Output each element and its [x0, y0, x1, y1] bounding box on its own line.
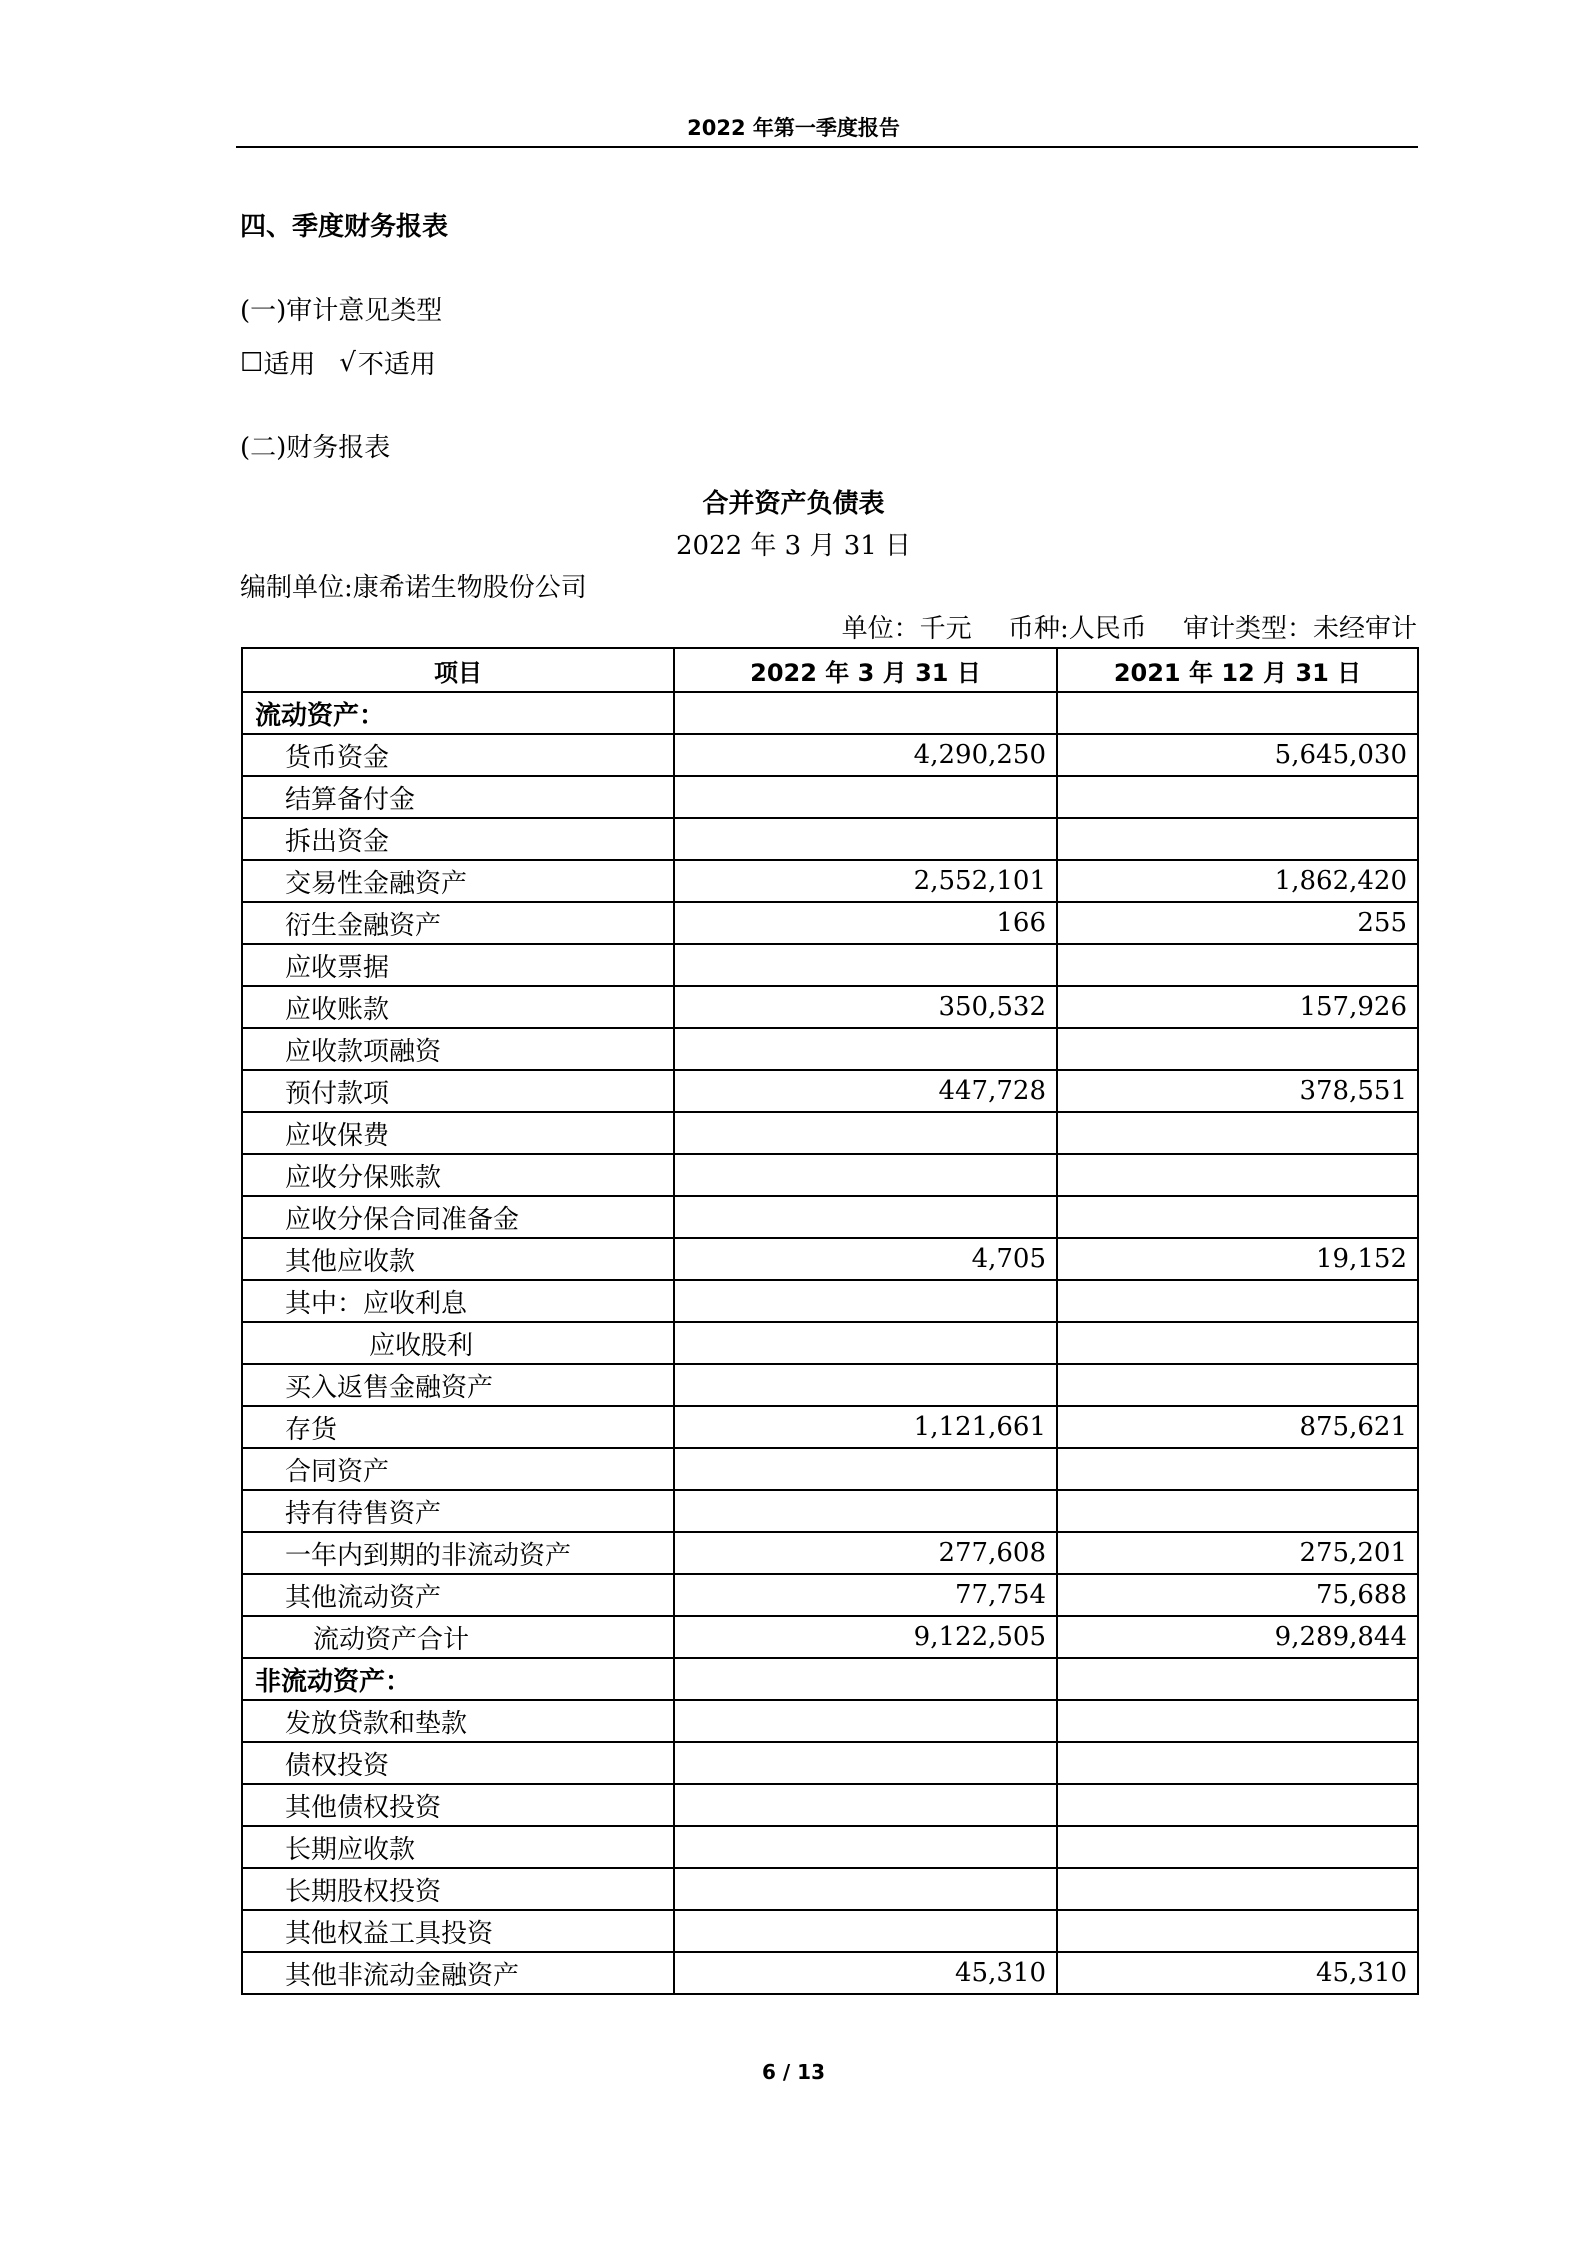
- statement-title: 合并资产负债表: [702, 489, 885, 519]
- value-prior: [1057, 1448, 1418, 1490]
- value-prior: [1057, 1910, 1418, 1952]
- value-prior: [1057, 1742, 1418, 1784]
- table-row: [242, 1448, 1418, 1490]
- row-label: 长期股权投资: [242, 1868, 674, 1910]
- row-label: 预付款项: [242, 1070, 674, 1112]
- row-label: 持有待售资产: [242, 1490, 674, 1532]
- value-current: [674, 1490, 1057, 1532]
- value-prior: 75,688: [1057, 1574, 1418, 1616]
- value-current: [674, 1784, 1057, 1826]
- audit-opinion-label: (一)审计意见类型: [240, 296, 443, 326]
- balance-sheet-body: [242, 692, 1418, 1994]
- value-current: [674, 1028, 1057, 1070]
- row-label: 其他非流动金融资产: [242, 1952, 674, 1994]
- table-row: [242, 1238, 1418, 1280]
- table-row: [242, 1406, 1418, 1448]
- value-current: [674, 1196, 1057, 1238]
- value-current: [674, 944, 1057, 986]
- table-row: [242, 1112, 1418, 1154]
- value-current: [674, 1154, 1057, 1196]
- audit-type-label: 审计类型：未经审计: [1182, 614, 1417, 644]
- audit-opinion-options: [240, 344, 436, 381]
- section-row: [242, 692, 1418, 734]
- table-row: [242, 1910, 1418, 1952]
- value-prior: 157,926: [1057, 986, 1418, 1028]
- value-prior: [1057, 1364, 1418, 1406]
- row-label: 合同资产: [242, 1448, 674, 1490]
- value-prior: [1057, 1196, 1418, 1238]
- row-label: 应收款项融资: [242, 1028, 674, 1070]
- value-prior: 45,310: [1057, 1952, 1418, 1994]
- unit-label: 单位：千元: [841, 614, 972, 644]
- report-header-title: 2022 年第一季度报告: [687, 116, 900, 140]
- table-row: [242, 1868, 1418, 1910]
- value-current: [674, 1112, 1057, 1154]
- row-label: 货币资金: [242, 734, 674, 776]
- table-row: [242, 944, 1418, 986]
- row-label: 应收股利: [242, 1322, 674, 1364]
- row-label: 其他权益工具投资: [242, 1910, 674, 1952]
- checkbox-unchecked-icon: ☐: [240, 347, 264, 378]
- currency-label: 币种:人民币: [1007, 614, 1147, 644]
- value-current: 1,121,661: [674, 1406, 1057, 1448]
- table-row: [242, 1532, 1418, 1574]
- value-prior: [1057, 818, 1418, 860]
- financial-statements-label: (二)财务报表: [240, 433, 391, 463]
- value-current: 4,290,250: [674, 734, 1057, 776]
- value-prior: [1057, 1322, 1418, 1364]
- value-prior: [1057, 1154, 1418, 1196]
- unit-currency-line: [842, 608, 1417, 645]
- row-label: 发放贷款和垫款: [242, 1700, 674, 1742]
- value-prior: 5,645,030: [1057, 734, 1418, 776]
- value-current: 77,754: [674, 1574, 1057, 1616]
- table-row: [242, 1028, 1418, 1070]
- table-row: [242, 1196, 1418, 1238]
- value-prior: 1,862,420: [1057, 860, 1418, 902]
- table-row: [242, 1826, 1418, 1868]
- page-number: 6 / 13: [762, 2060, 825, 2084]
- value-prior: 9,289,844: [1057, 1616, 1418, 1658]
- value-current: [674, 1364, 1057, 1406]
- table-row: [242, 986, 1418, 1028]
- value-prior: 255: [1057, 902, 1418, 944]
- value-prior: [1057, 1868, 1418, 1910]
- value-current: [674, 1700, 1057, 1742]
- value-prior: 275,201: [1057, 1532, 1418, 1574]
- value-current: 2,552,101: [674, 860, 1057, 902]
- row-label: 一年内到期的非流动资产: [242, 1532, 674, 1574]
- value-current: [674, 1322, 1057, 1364]
- row-label: 非流动资产：: [242, 1658, 674, 1700]
- value-prior: [1057, 776, 1418, 818]
- row-label: 长期应收款: [242, 1826, 674, 1868]
- value-prior: [1057, 1826, 1418, 1868]
- table-row: [242, 1364, 1418, 1406]
- value-prior: [1057, 1658, 1418, 1700]
- column-header-current: 2022 年 3 月 31 日: [674, 648, 1057, 692]
- row-label: 应收保费: [242, 1112, 674, 1154]
- checkmark-icon: √: [339, 347, 356, 378]
- table-row: [242, 818, 1418, 860]
- value-current: [674, 1826, 1057, 1868]
- preparing-company: 编制单位:康希诺生物股份公司: [240, 573, 587, 603]
- row-label: 应收账款: [242, 986, 674, 1028]
- value-current: [674, 776, 1057, 818]
- value-current: 45,310: [674, 1952, 1057, 1994]
- value-current: [674, 818, 1057, 860]
- table-row: [242, 902, 1418, 944]
- value-prior: 19,152: [1057, 1238, 1418, 1280]
- value-current: 166: [674, 902, 1057, 944]
- value-prior: [1057, 1112, 1418, 1154]
- balance-sheet-table: [241, 647, 1419, 1995]
- value-prior: 378,551: [1057, 1070, 1418, 1112]
- value-current: [674, 1742, 1057, 1784]
- row-label: 其他债权投资: [242, 1784, 674, 1826]
- table-row: [242, 1070, 1418, 1112]
- value-prior: [1057, 1700, 1418, 1742]
- value-current: [674, 1868, 1057, 1910]
- header-divider: [236, 146, 1418, 148]
- table-row: [242, 1574, 1418, 1616]
- row-label: 其他流动资产: [242, 1574, 674, 1616]
- table-row: [242, 1700, 1418, 1742]
- value-prior: 875,621: [1057, 1406, 1418, 1448]
- value-current: 4,705: [674, 1238, 1057, 1280]
- statement-date: 2022 年 3 月 31 日: [675, 531, 912, 561]
- value-current: 9,122,505: [674, 1616, 1057, 1658]
- table-row: [242, 1742, 1418, 1784]
- table-row: [242, 1322, 1418, 1364]
- row-label: 拆出资金: [242, 818, 674, 860]
- table-row: [242, 1280, 1418, 1322]
- value-prior: [1057, 692, 1418, 734]
- value-current: [674, 692, 1057, 734]
- value-current: 350,532: [674, 986, 1057, 1028]
- row-label: 流动资产：: [242, 692, 674, 734]
- value-current: [674, 1658, 1057, 1700]
- column-header-prior: 2021 年 12 月 31 日: [1057, 648, 1418, 692]
- row-label: 应收分保合同准备金: [242, 1196, 674, 1238]
- value-prior: [1057, 944, 1418, 986]
- row-label: 其中：应收利息: [242, 1280, 674, 1322]
- table-header-row: [242, 648, 1418, 692]
- row-label: 流动资产合计: [242, 1616, 674, 1658]
- row-label: 其他应收款: [242, 1238, 674, 1280]
- value-prior: [1057, 1280, 1418, 1322]
- table-row: [242, 1154, 1418, 1196]
- value-current: [674, 1280, 1057, 1322]
- row-label: 交易性金融资产: [242, 860, 674, 902]
- option-applicable: 适用: [263, 350, 316, 380]
- table-row: [242, 776, 1418, 818]
- table-row: [242, 1490, 1418, 1532]
- value-current: [674, 1448, 1057, 1490]
- table-row: [242, 860, 1418, 902]
- section-heading: 四、季度财务报表: [240, 212, 449, 242]
- value-prior: [1057, 1784, 1418, 1826]
- section-row: [242, 1658, 1418, 1700]
- option-not-applicable: 不适用: [357, 350, 436, 380]
- row-label: 债权投资: [242, 1742, 674, 1784]
- row-label: 应收票据: [242, 944, 674, 986]
- value-current: 277,608: [674, 1532, 1057, 1574]
- table-row: [242, 1784, 1418, 1826]
- row-label: 衍生金融资产: [242, 902, 674, 944]
- column-header-item: 项目: [242, 648, 674, 692]
- value-prior: [1057, 1490, 1418, 1532]
- row-label: 结算备付金: [242, 776, 674, 818]
- table-row: [242, 1616, 1418, 1658]
- value-current: [674, 1910, 1057, 1952]
- table-row: [242, 734, 1418, 776]
- value-prior: [1057, 1028, 1418, 1070]
- table-row: [242, 1952, 1418, 1994]
- row-label: 买入返售金融资产: [242, 1364, 674, 1406]
- row-label: 存货: [242, 1406, 674, 1448]
- row-label: 应收分保账款: [242, 1154, 674, 1196]
- value-current: 447,728: [674, 1070, 1057, 1112]
